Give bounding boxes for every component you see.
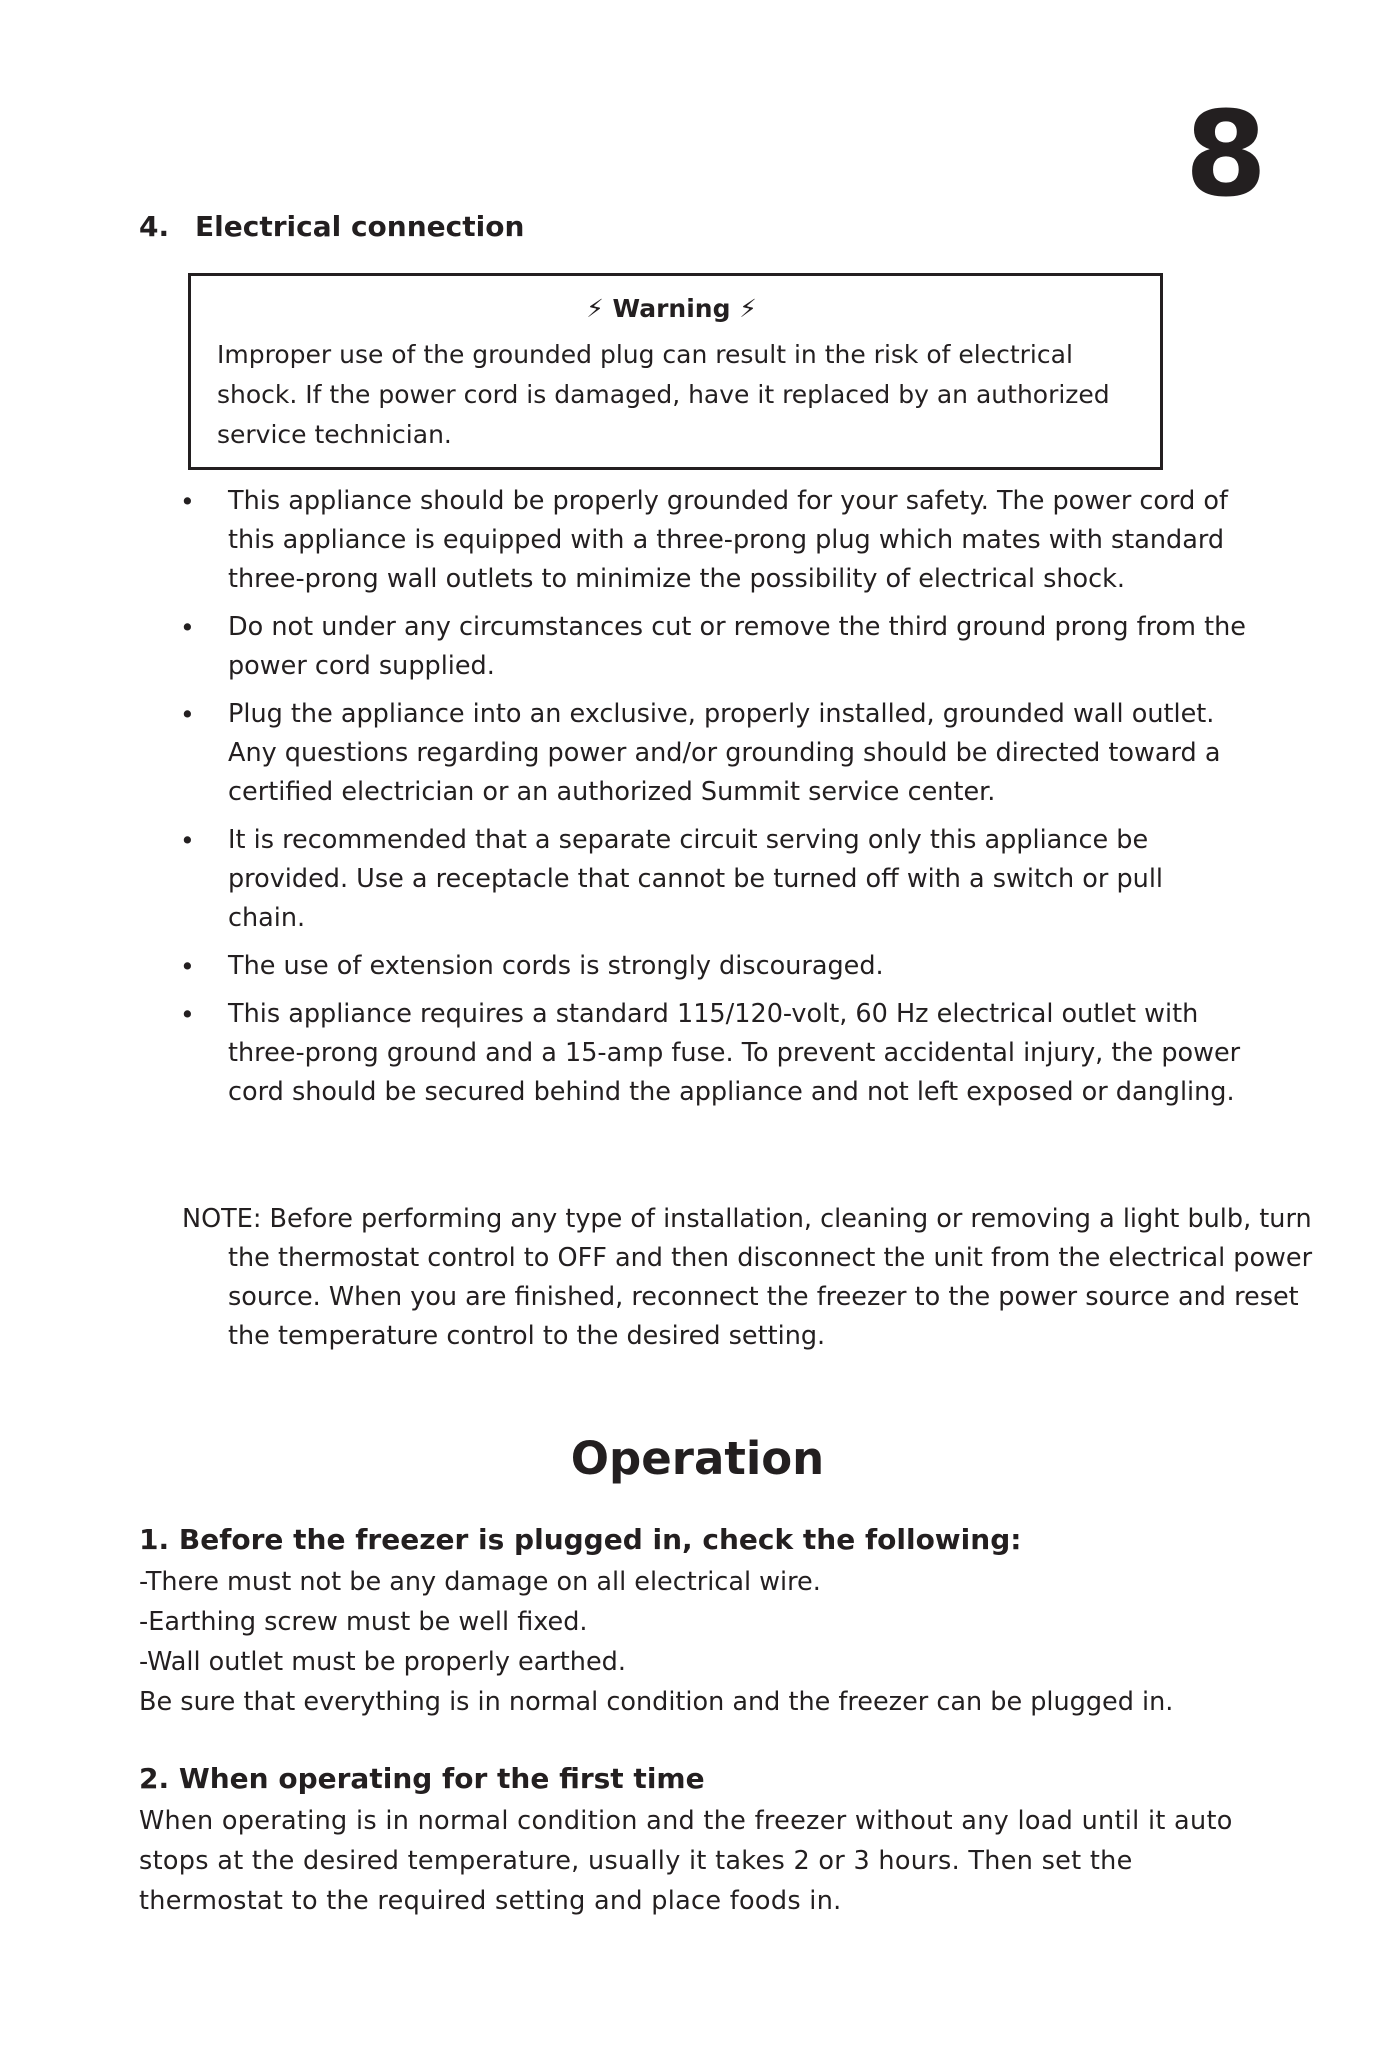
- warning-text: Improper use of the grounded plug can result in the risk of electrical shock. If the power cord is damaged, have it replaced by an authorized service technician.: [217, 340, 1110, 449]
- step1-heading: 1. Before the freezer is plugged in, check the following:: [139, 1523, 1022, 1556]
- bullet-text: This appliance requires a standard 115/120-volt, 60 Hz electrical outlet with three-prong ground and a 15-amp fuse. To prevent accidental injury, the power cord should be secured behind the appliance and not left exposed or dangling.: [228, 999, 1241, 1107]
- list-item: [176, 482, 1246, 599]
- bullet-text: This appliance should be properly grounded for your safety. The power cord of this appliance is equipped with a three-prong plug which mates with standard three-prong wall outlets to minimize the possibility of electrical shock.: [228, 486, 1228, 594]
- warning-title: Warning: [612, 294, 731, 323]
- bullet-text: It is recommended that a separate circuit serving only this appliance be provided. Use a receptacle that cannot be turned off with a switch or pull chain.: [228, 825, 1163, 933]
- step1-lines: [139, 1562, 1289, 1722]
- operation-title: Operation: [570, 1432, 825, 1485]
- note-paragraph: NOTE: Before performing any type of installation, cleaning or removing a light bulb, turn the thermostat control to OFF and then disconnect the unit from the electrical power source. When you are finished, reconnect the freezer to the power source and reset the temperature control to the desired setting.: [182, 1204, 1313, 1351]
- list-item: [176, 608, 1246, 686]
- bullet-icon: •: [180, 700, 195, 729]
- bullet-text: The use of extension cords is strongly discouraged.: [228, 951, 884, 981]
- step1-line: -Wall outlet must be properly earthed.: [139, 1647, 626, 1677]
- section-number: 4.: [139, 210, 170, 243]
- section-title: Electrical connection: [195, 210, 525, 243]
- bullet-icon: •: [180, 1000, 195, 1029]
- step2-paragraph: When operating is in normal condition and the freezer without any load until it auto stops at the desired temperature, usually it takes 2 or 3 hours. Then set the thermostat to the required setting and place foods in.: [139, 1806, 1233, 1916]
- step1-line: Be sure that everything is in normal condition and the freezer can be plugged in.: [139, 1687, 1174, 1717]
- bullet-icon: •: [180, 826, 195, 855]
- bullet-text: Do not under any circumstances cut or remove the third ground prong from the power cord supplied.: [228, 612, 1246, 681]
- section-heading: [139, 210, 524, 243]
- list-item: [176, 821, 1246, 938]
- warning-title-row: [217, 294, 1126, 323]
- list-item: [176, 947, 1246, 986]
- step1-line: -Earthing screw must be well fixed.: [139, 1607, 588, 1637]
- bullet-list: [176, 482, 1246, 1121]
- step2-heading: 2. When operating for the first time: [139, 1762, 705, 1795]
- bullet-icon: •: [180, 487, 195, 516]
- warning-box: [188, 273, 1163, 470]
- list-item: [176, 995, 1246, 1112]
- lightning-bolt-icon: ⚡: [586, 294, 604, 323]
- bullet-icon: •: [180, 613, 195, 642]
- step1-line: -There must not be any damage on all electrical wire.: [139, 1567, 821, 1597]
- page-number: 8: [1184, 85, 1265, 223]
- lightning-bolt-icon: ⚡: [739, 294, 757, 323]
- bullet-icon: •: [180, 952, 195, 981]
- list-item: [176, 695, 1246, 812]
- bullet-text: Plug the appliance into an exclusive, properly installed, grounded wall outlet. Any questions regarding power and/or grounding should be directed toward a certified electrician or an authorized Summit service center.: [228, 699, 1221, 807]
